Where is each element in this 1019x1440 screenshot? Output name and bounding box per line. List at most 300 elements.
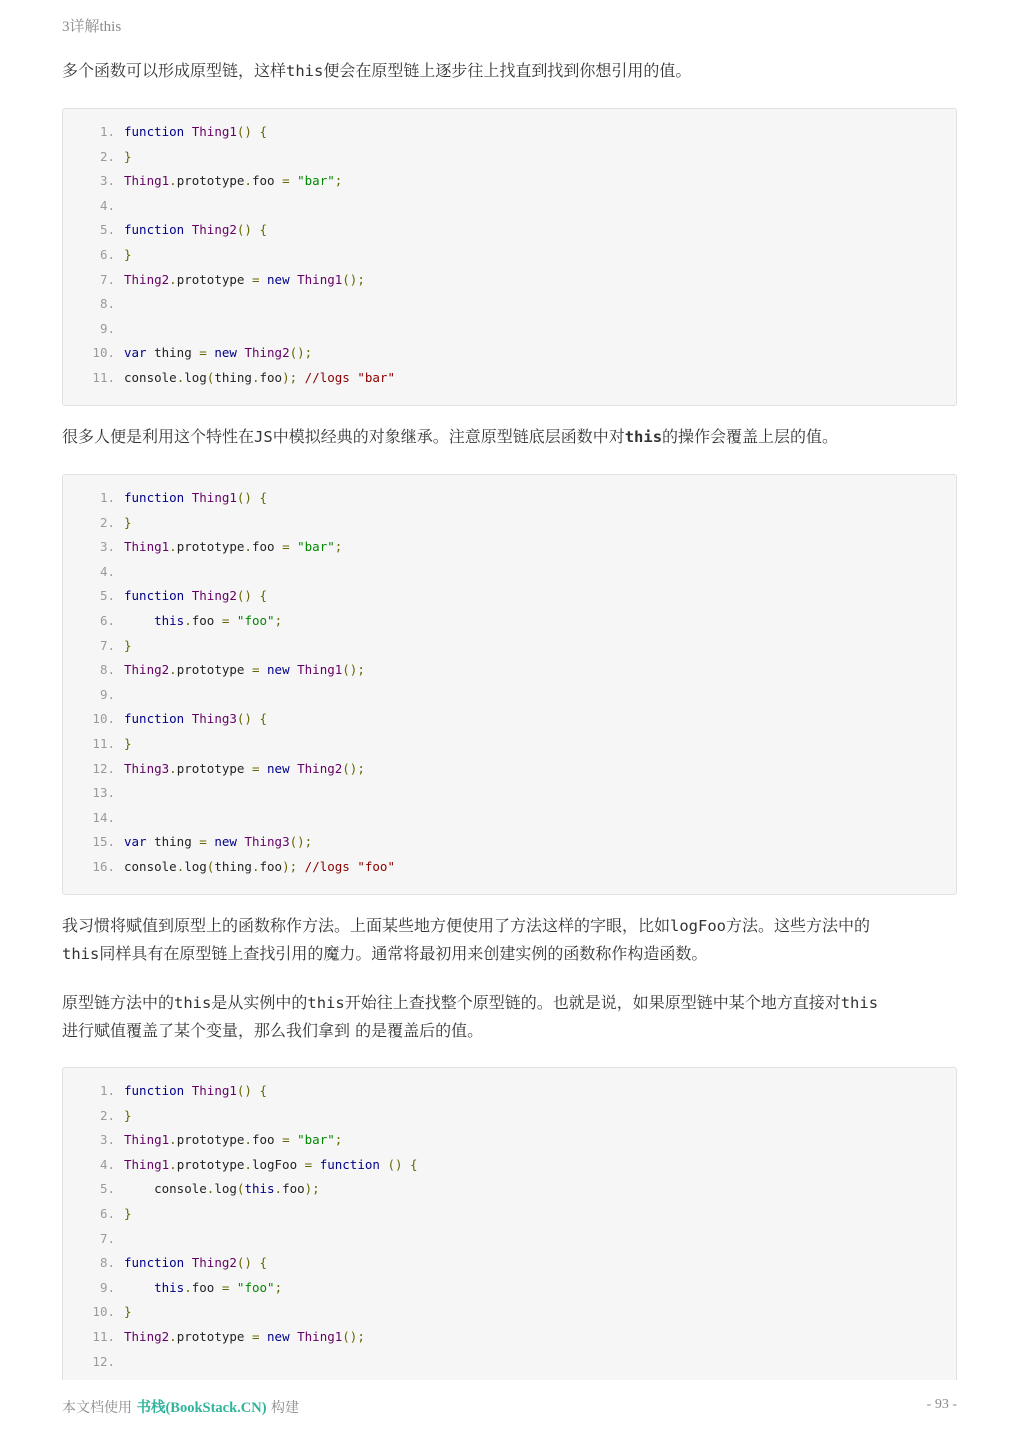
code-token: Thing3 bbox=[191, 711, 237, 727]
code-token: "bar" bbox=[297, 173, 335, 189]
paragraph-method-this bbox=[62, 989, 957, 1045]
line-number: 8. bbox=[99, 296, 115, 312]
code-token: console bbox=[124, 859, 177, 874]
line-code bbox=[124, 218, 267, 242]
code-line bbox=[63, 535, 956, 559]
line-code bbox=[124, 243, 132, 267]
paragraph-text: 进行赋值覆盖了某个变量，那么我们拿到 的是覆盖后的值。 bbox=[62, 1021, 484, 1040]
inline-code: JS bbox=[254, 428, 273, 446]
code-token: . bbox=[244, 539, 252, 555]
code-line bbox=[63, 145, 956, 169]
code-token: . bbox=[251, 859, 260, 874]
code-token bbox=[184, 1255, 192, 1270]
code-token: . bbox=[169, 1156, 177, 1172]
line-number: 3. bbox=[99, 1132, 115, 1148]
code-block-3 bbox=[62, 1067, 957, 1380]
code-line bbox=[63, 707, 956, 731]
code-token: this bbox=[154, 1279, 185, 1295]
line-number: 10. bbox=[92, 345, 115, 361]
code-token: "foo" bbox=[236, 1279, 275, 1295]
code-token: this bbox=[244, 1181, 275, 1197]
code-line bbox=[63, 1276, 956, 1300]
line-code bbox=[124, 268, 365, 292]
code-token: Thing1 bbox=[297, 1329, 343, 1344]
line-code bbox=[124, 658, 365, 682]
code-token: } bbox=[124, 1206, 132, 1221]
code-line bbox=[63, 1251, 956, 1275]
code-token: = bbox=[304, 1156, 313, 1172]
code-token: logFoo bbox=[251, 1156, 305, 1172]
code-token: function bbox=[124, 588, 185, 604]
line-code bbox=[124, 584, 267, 608]
code-token: Thing1 bbox=[297, 271, 343, 287]
code-token: } bbox=[124, 514, 132, 530]
line-number: 16. bbox=[92, 859, 115, 874]
code-token: log bbox=[184, 370, 207, 385]
code-token: = bbox=[199, 345, 207, 361]
code-token bbox=[259, 662, 267, 677]
code-token: Thing1 bbox=[191, 124, 237, 139]
code-token bbox=[259, 761, 267, 776]
code-line bbox=[63, 243, 956, 267]
code-token: Thing2 bbox=[297, 760, 343, 776]
line-number: 6. bbox=[99, 247, 115, 262]
line-code bbox=[124, 707, 267, 731]
line-number: 10. bbox=[92, 1304, 115, 1320]
code-token: () bbox=[236, 711, 252, 727]
code-line bbox=[63, 658, 956, 682]
code-token: = bbox=[251, 760, 260, 776]
line-code bbox=[124, 757, 365, 781]
code-token: foo bbox=[259, 859, 283, 874]
code-line bbox=[63, 218, 956, 242]
line-number: 2. bbox=[99, 514, 115, 530]
code-token: = bbox=[221, 1279, 230, 1295]
paragraph-text: 多个函数可以形成原型链，这样 bbox=[62, 61, 287, 80]
line-code bbox=[124, 634, 132, 658]
line-number: 9. bbox=[99, 1279, 115, 1295]
code-token: () bbox=[236, 490, 252, 505]
code-token: ( bbox=[206, 370, 215, 385]
code-token: Thing3 bbox=[124, 760, 170, 776]
code-token: foo bbox=[251, 173, 283, 189]
code-token bbox=[252, 1083, 260, 1098]
line-code bbox=[124, 145, 132, 169]
code-token bbox=[259, 272, 267, 287]
line-number: 3. bbox=[99, 539, 115, 555]
code-line bbox=[63, 634, 956, 658]
line-number: 10. bbox=[92, 711, 115, 727]
inline-code: this bbox=[286, 62, 324, 80]
line-number: 5. bbox=[99, 588, 115, 604]
code-line bbox=[63, 855, 956, 879]
code-line bbox=[63, 757, 956, 781]
code-token: function bbox=[124, 1083, 185, 1098]
code-token: . bbox=[244, 1132, 252, 1148]
code-token: prototype bbox=[176, 760, 252, 776]
code-token bbox=[290, 173, 298, 188]
code-line bbox=[63, 1350, 956, 1374]
code-token: Thing1 bbox=[191, 490, 237, 505]
code-token bbox=[184, 222, 192, 237]
code-token: (); bbox=[289, 834, 313, 850]
code-token: prototype bbox=[176, 1156, 245, 1172]
code-token: () bbox=[236, 1083, 252, 1098]
code-token: } bbox=[124, 736, 132, 751]
code-line bbox=[63, 781, 956, 805]
line-number: 9. bbox=[99, 320, 115, 336]
code-token: { bbox=[410, 1156, 418, 1172]
paragraph-methods bbox=[62, 912, 957, 968]
code-token bbox=[403, 1157, 411, 1172]
line-number: 12. bbox=[92, 760, 115, 776]
code-token: . bbox=[169, 271, 177, 287]
code-token: Thing2 bbox=[191, 1255, 237, 1271]
code-line bbox=[63, 1128, 956, 1152]
code-token: Thing1 bbox=[191, 1083, 237, 1098]
code-token: thing bbox=[146, 345, 200, 361]
code-token: . bbox=[274, 1181, 283, 1197]
code-token bbox=[290, 662, 298, 677]
inline-code: this bbox=[174, 994, 212, 1012]
line-number: 7. bbox=[99, 271, 115, 287]
code-token: Thing1 bbox=[124, 1132, 170, 1148]
line-code bbox=[124, 609, 282, 633]
code-token: () bbox=[236, 124, 252, 139]
line-number: 6. bbox=[99, 613, 115, 628]
code-token bbox=[297, 370, 305, 385]
page-number: - 93 - bbox=[926, 1397, 957, 1412]
code-token: { bbox=[259, 490, 268, 505]
code-token: "bar" bbox=[297, 539, 335, 555]
footer-prefix: 本文档使用 bbox=[62, 1400, 137, 1416]
line-number: 11. bbox=[92, 370, 115, 385]
code-token: . bbox=[176, 370, 185, 385]
line-code bbox=[124, 1104, 132, 1128]
line-code bbox=[124, 1079, 267, 1103]
code-token: foo bbox=[282, 1181, 305, 1197]
line-number: 1. bbox=[99, 1083, 115, 1098]
code-token: { bbox=[259, 711, 268, 727]
code-token: (); bbox=[289, 345, 313, 361]
code-line bbox=[63, 1325, 956, 1349]
code-token: } bbox=[124, 637, 132, 653]
line-code bbox=[124, 1251, 267, 1275]
code-token: = bbox=[282, 173, 290, 189]
code-token bbox=[252, 490, 260, 505]
line-code bbox=[124, 1128, 342, 1152]
code-token bbox=[290, 539, 298, 554]
code-token: = bbox=[251, 1329, 260, 1344]
code-token: this bbox=[154, 613, 185, 628]
code-token: ; bbox=[274, 613, 283, 628]
code-line bbox=[63, 1153, 956, 1177]
code-token bbox=[297, 859, 305, 874]
line-code bbox=[124, 120, 267, 144]
code-token: new bbox=[267, 271, 290, 287]
line-number: 11. bbox=[92, 736, 115, 751]
page-footer bbox=[62, 1396, 299, 1417]
code-line bbox=[63, 194, 956, 218]
line-number: 2. bbox=[99, 1107, 115, 1123]
code-token: function bbox=[124, 711, 185, 727]
code-line bbox=[63, 292, 956, 316]
code-token: //logs "foo" bbox=[304, 859, 395, 874]
code-token: foo bbox=[191, 613, 222, 628]
paragraph-text: 的操作会覆盖上层的值。 bbox=[662, 427, 839, 446]
code-token bbox=[184, 711, 192, 726]
code-token: ; bbox=[274, 1279, 283, 1295]
code-token: { bbox=[259, 222, 268, 238]
code-token bbox=[290, 272, 298, 287]
code-token: function bbox=[124, 1255, 185, 1271]
line-number: 9. bbox=[99, 686, 115, 702]
code-line bbox=[63, 511, 956, 535]
code-token bbox=[184, 490, 192, 505]
code-token: Thing3 bbox=[244, 834, 290, 850]
code-block-1 bbox=[62, 108, 957, 406]
line-number: 2. bbox=[99, 148, 115, 164]
code-token: prototype bbox=[176, 173, 245, 189]
code-token: thing bbox=[214, 370, 252, 385]
code-line bbox=[63, 806, 956, 830]
line-number: 6. bbox=[99, 1206, 115, 1221]
code-token: . bbox=[169, 1132, 177, 1148]
code-token: } bbox=[124, 148, 132, 164]
code-token: . bbox=[184, 613, 192, 628]
code-token: . bbox=[251, 370, 260, 385]
paragraph-inheritance bbox=[62, 423, 957, 451]
line-number: 5. bbox=[99, 222, 115, 238]
code-token: . bbox=[206, 1181, 215, 1197]
code-token: Thing1 bbox=[124, 173, 170, 189]
line-code bbox=[124, 732, 132, 756]
code-token bbox=[252, 222, 260, 237]
code-token: ( bbox=[206, 859, 215, 874]
code-token: = bbox=[251, 271, 260, 287]
code-token: () bbox=[236, 588, 252, 604]
code-token: . bbox=[244, 173, 252, 189]
code-token: new bbox=[214, 834, 237, 850]
code-token: Thing2 bbox=[124, 271, 170, 287]
code-token: prototype bbox=[176, 1329, 252, 1344]
code-token: . bbox=[184, 1279, 192, 1295]
code-token bbox=[184, 124, 192, 139]
line-number: 1. bbox=[99, 490, 115, 505]
code-line bbox=[63, 1104, 956, 1128]
code-token bbox=[252, 124, 260, 139]
bookstack-link[interactable]: 书栈(BookStack.CN) bbox=[136, 1400, 267, 1416]
code-token: . bbox=[169, 760, 177, 776]
code-token: foo bbox=[191, 1279, 222, 1295]
paragraph-text: 方法。这些方法中的 bbox=[726, 916, 871, 935]
code-token: ); bbox=[282, 859, 298, 874]
code-token: foo bbox=[251, 539, 283, 555]
code-token: prototype bbox=[176, 1132, 245, 1148]
paragraph-text: 原型链方法中的 bbox=[62, 993, 175, 1012]
line-number: 4. bbox=[99, 197, 115, 213]
paragraph-text: 便会在原型链上逐步往上找直到找到你想引用的值。 bbox=[323, 61, 692, 80]
code-line bbox=[63, 268, 956, 292]
line-number: 11. bbox=[92, 1329, 115, 1344]
code-line bbox=[63, 584, 956, 608]
code-token: console bbox=[124, 370, 177, 385]
code-token: function bbox=[124, 124, 185, 139]
code-token: thing bbox=[146, 834, 200, 850]
code-token: . bbox=[244, 1156, 252, 1172]
inline-code-bold: this bbox=[624, 428, 663, 446]
code-token bbox=[124, 1280, 154, 1295]
code-token: ); bbox=[282, 370, 298, 385]
code-token bbox=[290, 761, 298, 776]
line-code bbox=[124, 486, 267, 510]
line-code bbox=[124, 1276, 282, 1300]
line-number: 7. bbox=[99, 1230, 115, 1246]
line-code bbox=[124, 1202, 132, 1226]
line-code bbox=[124, 366, 395, 390]
line-number: 15. bbox=[92, 834, 115, 850]
code-token: (); bbox=[342, 662, 365, 678]
code-token: "bar" bbox=[297, 1132, 335, 1148]
code-token: { bbox=[259, 588, 268, 604]
code-token: Thing2 bbox=[124, 662, 170, 678]
code-token: } bbox=[124, 1107, 132, 1123]
code-line bbox=[63, 120, 956, 144]
code-token bbox=[252, 711, 260, 726]
code-token bbox=[184, 588, 192, 603]
code-token: log bbox=[184, 859, 207, 874]
code-token: = bbox=[199, 834, 207, 850]
code-token bbox=[252, 588, 260, 603]
paragraph-prototype-chain bbox=[62, 57, 957, 85]
code-token: ); bbox=[304, 1181, 320, 1197]
inline-code: this bbox=[62, 945, 100, 963]
code-line bbox=[63, 169, 956, 193]
paragraph-text: 中模拟经典的对象继承。注意原型链底层函数中对 bbox=[272, 427, 625, 446]
code-line bbox=[63, 683, 956, 707]
code-token: . bbox=[169, 539, 177, 555]
code-token: } bbox=[124, 247, 132, 262]
code-token: console bbox=[124, 1181, 207, 1197]
code-line bbox=[63, 1202, 956, 1226]
code-line bbox=[63, 1177, 956, 1201]
code-token: var bbox=[124, 345, 147, 361]
inline-code: this bbox=[307, 994, 345, 1012]
code-token bbox=[259, 1329, 267, 1344]
line-code bbox=[124, 830, 312, 854]
line-number: 3. bbox=[99, 173, 115, 189]
code-line bbox=[63, 317, 956, 341]
line-number: 8. bbox=[99, 662, 115, 678]
line-code bbox=[124, 1153, 418, 1177]
code-token: Thing2 bbox=[244, 345, 290, 361]
inline-code: logFoo bbox=[670, 917, 727, 935]
code-token: Thing2 bbox=[191, 222, 237, 238]
line-number: 8. bbox=[99, 1255, 115, 1271]
code-token: . bbox=[176, 859, 185, 874]
code-token: prototype bbox=[176, 271, 252, 287]
code-token: . bbox=[169, 173, 177, 189]
code-token: "foo" bbox=[236, 613, 275, 628]
code-line bbox=[63, 560, 956, 584]
code-token: function bbox=[124, 222, 185, 238]
line-number: 12. bbox=[92, 1353, 115, 1369]
code-token: prototype bbox=[176, 662, 252, 678]
line-number: 4. bbox=[99, 563, 115, 579]
paragraph-text: 我习惯将赋值到原型上的函数称作方法。上面某些地方便使用了方法这样的字眼，比如 bbox=[62, 916, 671, 935]
code-line bbox=[63, 830, 956, 854]
code-line bbox=[63, 1079, 956, 1103]
code-line bbox=[63, 732, 956, 756]
code-token bbox=[229, 613, 237, 628]
code-token: ; bbox=[334, 539, 343, 555]
code-token: var bbox=[124, 834, 147, 850]
document-header: 3详解this bbox=[62, 19, 122, 35]
code-token: //logs "bar" bbox=[304, 370, 395, 385]
paragraph-text: 是从实例中的 bbox=[211, 993, 308, 1012]
line-number: 1. bbox=[99, 124, 115, 139]
code-token: ( bbox=[236, 1181, 245, 1197]
code-token bbox=[290, 1329, 298, 1344]
code-token: prototype bbox=[176, 539, 245, 555]
code-token: ; bbox=[334, 1132, 343, 1148]
code-token: new bbox=[267, 760, 290, 776]
line-number: 7. bbox=[99, 637, 115, 653]
code-token: (); bbox=[342, 760, 365, 776]
code-line bbox=[63, 1227, 956, 1251]
code-line bbox=[63, 609, 956, 633]
code-token: { bbox=[259, 1083, 268, 1098]
code-token bbox=[229, 1280, 237, 1295]
line-code bbox=[124, 1325, 365, 1349]
code-block-2 bbox=[62, 474, 957, 895]
code-token: . bbox=[169, 1329, 177, 1344]
code-token: new bbox=[214, 345, 237, 361]
code-token: Thing1 bbox=[124, 539, 170, 555]
code-token: function bbox=[319, 1156, 380, 1172]
code-token: log bbox=[214, 1181, 237, 1197]
code-token: = bbox=[221, 613, 230, 628]
line-code bbox=[124, 535, 342, 559]
code-token: { bbox=[259, 124, 268, 139]
line-number: 14. bbox=[92, 809, 115, 825]
code-token: Thing1 bbox=[297, 662, 343, 678]
code-token: = bbox=[282, 539, 290, 555]
code-line bbox=[63, 1300, 956, 1324]
code-token bbox=[124, 613, 154, 628]
code-line bbox=[63, 341, 956, 365]
code-token bbox=[290, 1132, 298, 1147]
paragraph-text: 同样具有在原型链上查找引用的魔力。通常将最初用来创建实例的函数称作构造函数。 bbox=[99, 944, 708, 963]
line-code bbox=[124, 169, 342, 193]
line-code bbox=[124, 511, 132, 535]
code-token: = bbox=[282, 1132, 290, 1148]
paragraph-text: 开始往上查找整个原型链的。也就是说，如果原型链中某个地方直接对 bbox=[344, 993, 841, 1012]
paragraph-text: 很多人便是利用这个特性在 bbox=[62, 427, 255, 446]
code-token: Thing1 bbox=[124, 1156, 170, 1172]
line-number: 5. bbox=[99, 1181, 115, 1197]
code-token: foo bbox=[259, 370, 283, 385]
code-line bbox=[63, 486, 956, 510]
line-code bbox=[124, 341, 312, 365]
code-token bbox=[184, 1083, 192, 1098]
code-token: () bbox=[236, 1255, 252, 1271]
code-token: thing bbox=[214, 859, 252, 874]
code-token: . bbox=[169, 662, 177, 678]
code-token: { bbox=[259, 1255, 268, 1271]
code-token: () bbox=[236, 222, 252, 238]
code-token: function bbox=[124, 490, 185, 505]
